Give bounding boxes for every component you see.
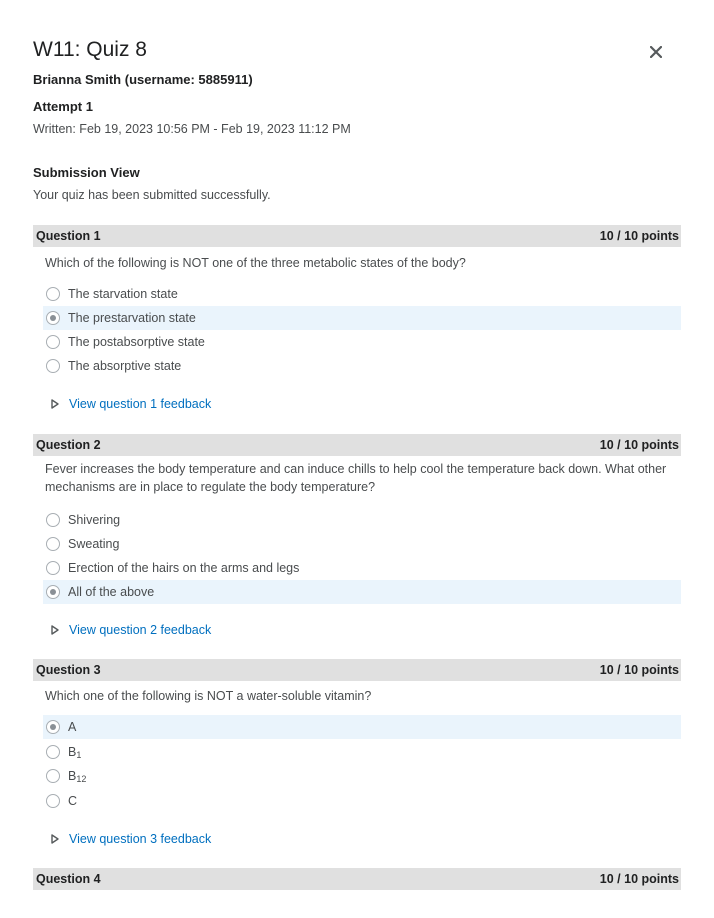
radio-icon [46, 513, 60, 527]
view-feedback-label: View question 1 feedback [69, 397, 212, 411]
radio-icon [46, 359, 60, 373]
radio-icon [46, 585, 60, 599]
radio-icon [46, 287, 60, 301]
question-header [33, 434, 681, 456]
answer-option-label: A [68, 719, 77, 734]
close-icon [650, 46, 662, 58]
question-text: Fever increases the body temperature and can induce chills to help cool the temperature back down. What other mechanisms are in place to regulate the body temperature? [45, 462, 667, 494]
answer-option [43, 556, 681, 580]
answer-option-label: All of the above [68, 585, 155, 599]
answer-option-label: Sweating [68, 537, 120, 551]
radio-icon [46, 745, 60, 759]
question-label: Question 1 [36, 229, 101, 243]
attempt-label: Attempt 1 [33, 99, 93, 114]
radio-icon [46, 561, 60, 575]
answer-option [43, 282, 681, 306]
answer-option-label: The postabsorptive state [68, 335, 205, 349]
view-feedback-label: View question 2 feedback [69, 623, 212, 637]
answer-option [43, 532, 681, 556]
answer-option-label: $B_1$ [68, 744, 82, 760]
radio-icon [46, 311, 60, 325]
submission-message: Your quiz has been submitted successfully. [33, 188, 271, 202]
triangle-right-icon [51, 834, 59, 844]
question-header [33, 225, 681, 247]
answer-option-label: The starvation state [68, 287, 178, 301]
close-button[interactable] [644, 40, 668, 64]
question-score: 10 / 10 points [599, 229, 679, 243]
answer-option-label: $B_{12}$ [68, 768, 87, 784]
answer-option [43, 789, 681, 813]
question-text: Which of the following is NOT one of the three metabolic states of the body? [45, 256, 466, 270]
view-feedback-label: View question 3 feedback [69, 832, 212, 846]
attempt-written-time: Written: Feb 19, 2023 10:56 PM - Feb 19, 2023 11:12 PM [33, 122, 351, 136]
answer-option-selected [43, 580, 681, 604]
submission-view-title: Submission View [33, 165, 140, 180]
question-header [33, 659, 681, 681]
radio-icon [46, 794, 60, 808]
page-title: W11: Quiz 8 [33, 38, 147, 61]
question-label: Question 4 [36, 872, 101, 886]
answer-option [43, 354, 681, 378]
radio-icon [46, 537, 60, 551]
answer-option-label: Erection of the hairs on the arms and legs [68, 561, 300, 575]
view-feedback-link[interactable] [51, 397, 211, 411]
answer-option-label: The absorptive state [68, 359, 182, 373]
view-feedback-link[interactable] [51, 832, 211, 846]
answer-option [43, 740, 681, 764]
question-label: Question 2 [36, 438, 101, 452]
question-text: Which one of the following is NOT a water-soluble vitamin? [45, 689, 372, 703]
answer-option-selected [43, 715, 681, 739]
user-name: Brianna Smith (username: 5885911) [33, 72, 253, 87]
question-label: Question 3 [36, 663, 101, 677]
view-feedback-link[interactable] [51, 623, 211, 637]
triangle-right-icon [51, 399, 59, 409]
answer-option-label: The prestarvation state [68, 311, 196, 325]
question-header [33, 868, 681, 890]
question-score: 10 / 10 points [599, 872, 679, 886]
answer-option [43, 764, 681, 788]
answer-option-label: Shivering [68, 513, 121, 527]
radio-icon [46, 769, 60, 783]
answer-option-label: C [68, 793, 78, 808]
radio-icon [46, 720, 60, 734]
question-score: 10 / 10 points [599, 663, 679, 677]
radio-icon [46, 335, 60, 349]
answer-option [43, 330, 681, 354]
answer-option-selected [43, 306, 681, 330]
question-score: 10 / 10 points [599, 438, 679, 452]
triangle-right-icon [51, 625, 59, 635]
answer-option [43, 508, 681, 532]
